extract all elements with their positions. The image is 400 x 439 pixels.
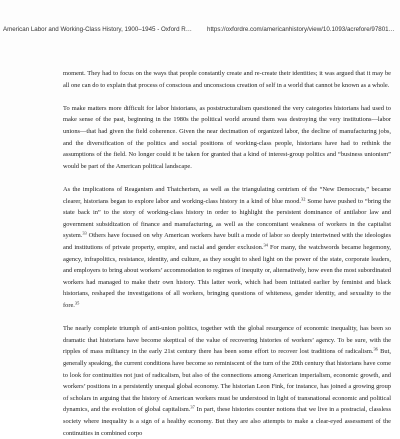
- paragraph-text: In part, these histories counter notions that we live in a postracial, classless society where inequality is a sign of a healthy economy. But they are also attempts to make a clear-eyed assessment of the continuities in combined corpo: [63, 406, 391, 437]
- header-page-title: American Labor and Working-Class History, 1900–1945 - Oxford R…: [3, 26, 192, 33]
- article-body: [63, 68, 391, 439]
- footnote-ref-35[interactable]: 35: [74, 300, 80, 306]
- paragraph-reaganism: [63, 184, 391, 312]
- paragraph-text: But, generally speaking, the current conditions have become so reminiscent of the turn of the 20th century that historians have come to look for continuities not just of radicalism, but also of the connections among American imperialism, economic growth, and workers’ positions in a persistently unequal global economy. The historian Leon Fink, for instance, has joined a growing group of scholars in arguing that the history of American workers must be understood in light of transnational economic and political dynamics, and the evolution of global capitalism.: [63, 348, 391, 414]
- header-url[interactable]: https://oxfordre.com/americanhistory/view/10.1093/acrefore/97801…: [207, 26, 395, 33]
- paragraph-identity-moment: [63, 68, 391, 91]
- paragraph-text: Some have pushed to “bring the state back in” to the story of working-class history in order to highlight the persistent dominance of antilabor law and government subsidization of finance and manufacturing, as well as the concomitant weakness of workers in the capitalist system.: [63, 197, 391, 240]
- paragraph-text: As the implications of Reaganism and Thatcherism, as well as the triangulating centrism of the “New Democrats,” became clearer, historians began to explore labor and working-class history in a kind of blue mood.: [63, 185, 391, 205]
- footnote-ref-37[interactable]: 37: [190, 404, 195, 410]
- footnote-ref-36[interactable]: 36: [373, 346, 378, 352]
- footnote-ref-32[interactable]: 32: [301, 195, 306, 201]
- paragraph-text: moment. They had to focus on the ways that people constantly create and re-create their identities; it was argued that it may be all one can do to explain that process of conscious and unconscious creation of self in a world that cannot be known as a whole.: [63, 70, 391, 89]
- paragraph-text: To make matters more difficult for labor historians, as poststructuralism questioned the very categories historians had used to make sense of the past, beginning in the 1980s the political world around them was destroying the very institutions—labor unions—that had given the field coherence. Given the near decimation of organized labor, the decline of manufacturing jobs, and the diversification of the politics and social positions of working-class people, historians have had to rethink the assumptions of the field. No longer could it be taken for granted that a kind of interest-group politics and “business unionism” would be part of the American political landscape.: [63, 104, 391, 170]
- print-header: [0, 26, 400, 36]
- footnote-ref-34[interactable]: 34: [263, 242, 268, 248]
- paragraph-anti-union-politics: [63, 323, 391, 439]
- paragraph-text: The nearly complete triumph of anti-union politics, together with the global resurgence of economic inequality, has been so dramatic that historians have become skeptical of the value of recovering histories of workers’ agency. To be sure, with the ripples of mass militancy in the early 21st century there has been some effort to recover lost traditions of radicalism.: [63, 325, 391, 356]
- paragraph-text: For many, the watchwords became hegemony, agency, infrapolitics, resistance, identity, and culture, as they sought to shed light on the power of the state, corporate leaders, and employers to bring about workers’ accommodation to regimes of inequity or, alternatively, how even the most subordinated workers had managed to make their own history. This latter work, which had been initiated earlier by feminist and black historians, reshaped the investigations of all workers, bringing questions of whiteness, gender identity, and sexuality to the fore.: [63, 243, 391, 309]
- footnote-ref-33[interactable]: 33: [82, 230, 87, 236]
- paragraph-text: Others have focused on why American workers have built a mode of labor so deeply intertwined with the ideologies and institutions of private property, empire, and racial and gender exclusion.: [63, 232, 391, 251]
- paragraph-labor-decline: [63, 103, 391, 173]
